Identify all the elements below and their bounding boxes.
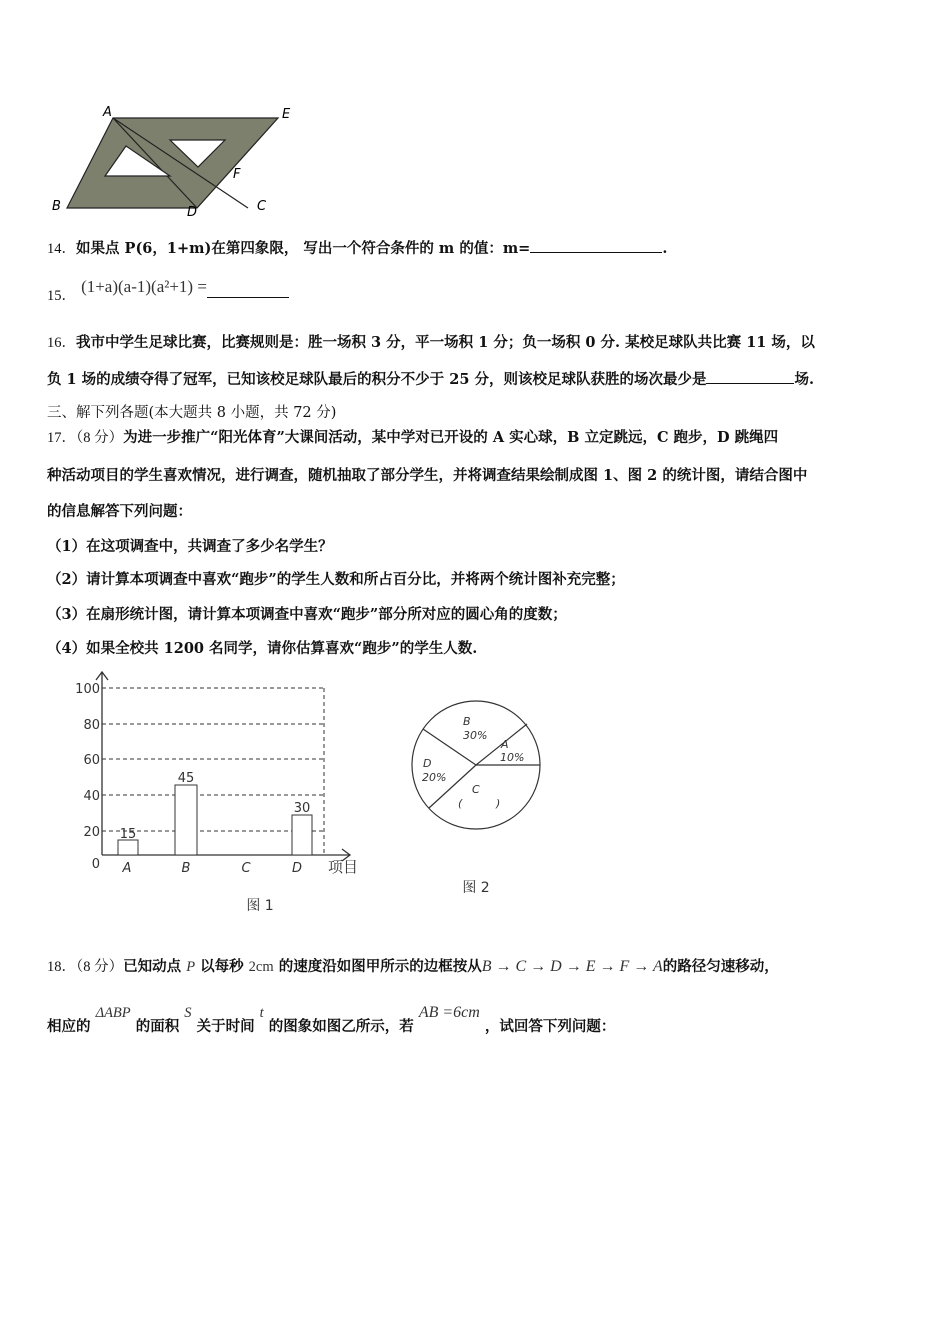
- svg-text:D: D: [423, 757, 432, 770]
- svg-text:E: E: [282, 107, 291, 122]
- svg-text:30%: 30%: [463, 729, 488, 742]
- bar-B: [175, 785, 197, 855]
- svg-text:80: 80: [83, 718, 100, 733]
- svg-text:A: A: [501, 738, 509, 751]
- answer-blank-14[interactable]: [530, 238, 662, 253]
- pie-chart-figure-2: [400, 695, 560, 905]
- geometry-figure-triangles: [45, 98, 315, 223]
- question-15: 15． (1+a)(a-1)(a²+1) =: [47, 276, 289, 297]
- bar-chart-figure-1: [60, 670, 370, 920]
- answer-blank-16[interactable]: [706, 369, 794, 384]
- svg-text:30: 30: [293, 801, 311, 816]
- question-17-sub-3: （3）在扇形统计图，请计算本项调查中喜欢“跑步”部分所对应的圆心角的度数；: [47, 606, 567, 623]
- svg-text:): ): [496, 797, 501, 810]
- svg-text:D: D: [291, 861, 303, 876]
- question-16-line1: 16．我市中学生足球比赛，比赛规则是：胜一场积 3 分，平一场积 1 分；负一场积 0 分. 某校足球队共比赛 11 场，以: [47, 334, 815, 351]
- question-17-sub-2: （2）请计算本项调查中喜欢“跑步”的学生人数和所占百分比，并将两个统计图补充完整；: [47, 571, 625, 588]
- svg-text:20: 20: [83, 825, 100, 840]
- svg-text:B: B: [52, 199, 61, 214]
- bar-D: [292, 815, 312, 855]
- svg-text:A: A: [122, 861, 132, 876]
- question-18-line2: 相应的 ΔABP 的面积 S 关于时间 t 的图象如图乙所示，若 AB =6cm ，试回答下列问题：: [47, 1004, 616, 1035]
- question-17-line2: 种活动项目的学生喜欢情况，进行调查，随机抽取了部分学生，并将调查结果绘制成图 1、图 2 的统计图，请结合图中: [47, 467, 808, 484]
- question-16-line2: 负 1 场的成绩夺得了冠军，已知该校足球队最后的积分不少于 25 分，则该校足球队获胜的场次最少是 场.: [47, 371, 815, 388]
- svg-text:40: 40: [83, 789, 100, 804]
- svg-text:45: 45: [177, 771, 195, 786]
- question-17-sub-1: （1）在这项调查中，共调查了多少名学生？: [47, 538, 333, 555]
- question-17-sub-4: （4）如果全校共 1200 名同学，请你估算喜欢“跑步”的学生人数.: [47, 640, 478, 657]
- question-17-line1: 17．（8 分）为进一步推广“阳光体育”大课间活动，某中学对已开设的 A 实心球，B 立定跳远，C 跑步，D 跳绳四: [47, 429, 779, 446]
- svg-text:C: C: [472, 783, 480, 796]
- question-14: 14．如果点 P(6，1+m)在第四象限， 写出一个符合条件的 m 的值：m= .: [47, 240, 668, 257]
- svg-text:F: F: [233, 167, 241, 182]
- svg-text:0: 0: [91, 857, 100, 872]
- svg-text:(: (: [458, 797, 463, 810]
- svg-text:C: C: [241, 861, 251, 876]
- svg-text:图 2: 图 2: [462, 880, 490, 896]
- question-17-line3: 的信息解答下列问题：: [47, 503, 192, 520]
- answer-blank-15[interactable]: [207, 283, 289, 298]
- svg-text:C: C: [257, 199, 267, 214]
- svg-text:B: B: [463, 715, 471, 728]
- svg-text:100: 100: [75, 682, 100, 697]
- question-18-line1: 18．（8 分）已知动点 P 以每秒 2cm 的速度沿如图甲所示的边框按从B → C → D → E → F → A的路径匀速移动，: [47, 958, 779, 975]
- section-title: 三、解下列各题(本大题共 8 小题，共 72 分): [47, 405, 337, 421]
- svg-text:20%: 20%: [422, 771, 447, 784]
- parallelogram-shape: [67, 118, 278, 208]
- svg-text:A: A: [103, 105, 112, 120]
- svg-text:图 1: 图 1: [246, 898, 274, 914]
- svg-text:B: B: [181, 861, 191, 876]
- bar-A: [118, 840, 138, 855]
- svg-text:60: 60: [83, 753, 100, 768]
- svg-text:15: 15: [119, 827, 137, 842]
- svg-text:项目: 项目: [328, 858, 359, 876]
- svg-text:10%: 10%: [500, 751, 525, 764]
- svg-text:D: D: [187, 205, 198, 220]
